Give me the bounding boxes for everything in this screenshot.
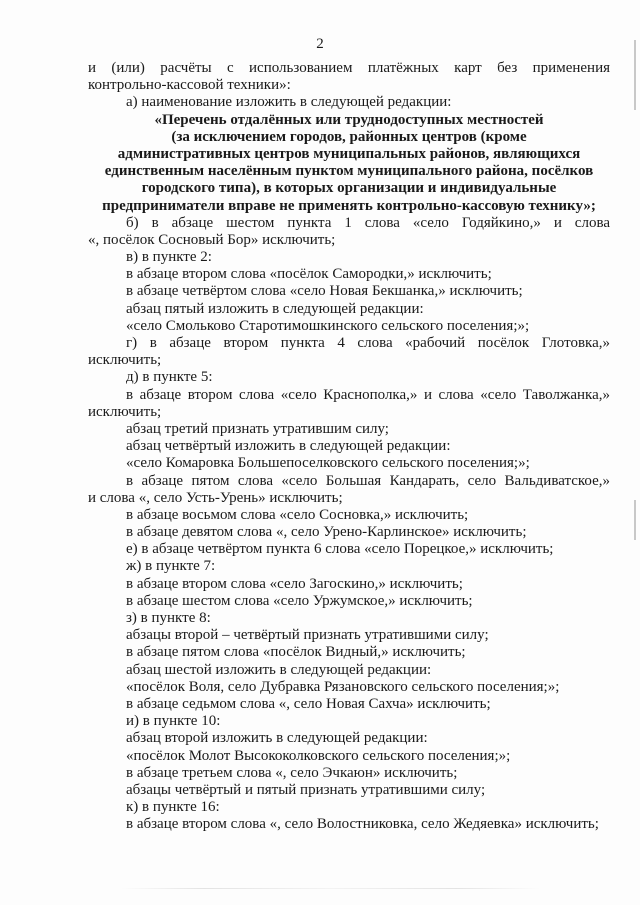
body-line: в абзаце четвёртом слова «село Новая Бекшанка,» исключить;	[126, 283, 523, 300]
body-line: в абзаце восьмом слова «село Сосновка,» исключить;	[126, 506, 469, 523]
body-line: и слова «, село Усть-Урень» исключить;	[88, 489, 343, 506]
body-line: г) в абзаце втором пункта 4 слова «рабочий посёлок Глотовка,»	[126, 335, 610, 351]
document-body	[88, 60, 610, 833]
body-line: абзац пятый изложить в следующей редакции:	[126, 300, 424, 317]
body-line: «село Смольково Старотимошкинского сельского поселения;»;	[126, 317, 530, 334]
body-line: контрольно-кассовой техники»:	[88, 77, 291, 94]
body-line: в абзаце пятом слова «посёлок Видный,» исключить;	[126, 644, 466, 661]
body-line: абзацы четвёртый и пятый признать утратившими силу;	[126, 781, 486, 798]
title-line: «Перечень отдалённых или труднодоступных местностей	[154, 111, 544, 128]
body-line: ж) в пункте 7:	[126, 558, 216, 575]
scan-edge-mark	[634, 40, 636, 110]
body-line: в абзаце втором слова «село Загоскино,» исключить;	[126, 575, 463, 592]
body-line: в абзаце пятом слова «село Большая Кандарать, село Вальдиватское,»	[126, 472, 610, 489]
body-line: исключить;	[88, 403, 162, 420]
body-line: к) в пункте 16:	[126, 799, 220, 816]
body-line: «посёлок Молот Высококолковского сельского поселения;»;	[126, 747, 511, 764]
body-line: в абзаце третьем слова «, село Эчкаюн» исключить;	[126, 764, 458, 781]
body-line: и (или) расчёты с использованием платёжных карт без применения	[88, 60, 610, 76]
body-line: и) в пункте 10:	[126, 713, 221, 730]
body-line: в) в пункте 2:	[126, 249, 212, 266]
body-line: д) в пункте 5:	[126, 369, 213, 386]
title-line: предприниматели вправе не применять контрольно-кассовую технику»;	[102, 197, 596, 214]
body-line: в абзаце седьмом слова «, село Новая Сахча» исключить;	[126, 695, 491, 712]
scan-edge-mark	[634, 500, 636, 540]
body-line: абзац четвёртый изложить в следующей редакции:	[126, 438, 451, 455]
body-line: абзац второй изложить в следующей редакции:	[126, 730, 428, 747]
body-line: абзацы второй – четвёртый признать утратившими силу;	[126, 627, 489, 644]
body-line: в абзаце втором слова «, село Волостниковка, село Жедяевка» исключить;	[126, 816, 599, 833]
body-line: е) в абзаце четвёртом пункта 6 слова «село Порецкое,» исключить;	[126, 541, 554, 558]
body-line: в абзаце шестом слова «село Уржумское,» исключить;	[126, 592, 473, 609]
list-title	[88, 112, 610, 215]
body-line: «посёлок Воля, село Дубравка Рязановского сельского поселения;»;	[126, 678, 560, 695]
body-line: абзац третий признать утратившим силу;	[126, 420, 389, 437]
body-line: б) в абзаце шестом пункта 1 слова «село Годяйкино,» и слова	[126, 214, 610, 231]
title-line: (за исключением городов, районных центров (кроме	[171, 128, 527, 145]
body-line: «село Комаровка Большепоселковского сельского поселения;»;	[126, 455, 530, 472]
body-line: в абзаце втором слова «село Краснополка,» и слова «село Таволжанка,»	[126, 386, 610, 403]
title-line: городского типа), в которых организации и индивидуальные	[141, 180, 557, 197]
scan-artifact	[120, 888, 540, 889]
page-number: 2	[316, 36, 324, 52]
body-line: исключить;	[88, 352, 162, 369]
title-line: единственным населённым пунктом муниципального района, посёлков	[104, 163, 594, 180]
title-line: административных центров муниципальных районов, являющихся	[117, 145, 581, 162]
body-line: а) наименование изложить в следующей редакции:	[126, 94, 452, 111]
body-line: абзац шестой изложить в следующей редакции:	[126, 661, 432, 678]
body-line: «, посёлок Сосновый Бор» исключить;	[88, 231, 336, 248]
body-line: з) в пункте 8:	[126, 610, 211, 626]
body-line: в абзаце втором слова «посёлок Самородки,» исключить;	[126, 266, 492, 283]
body-line: в абзаце девятом слова «, село Урено-Карлинское» исключить;	[126, 524, 527, 541]
